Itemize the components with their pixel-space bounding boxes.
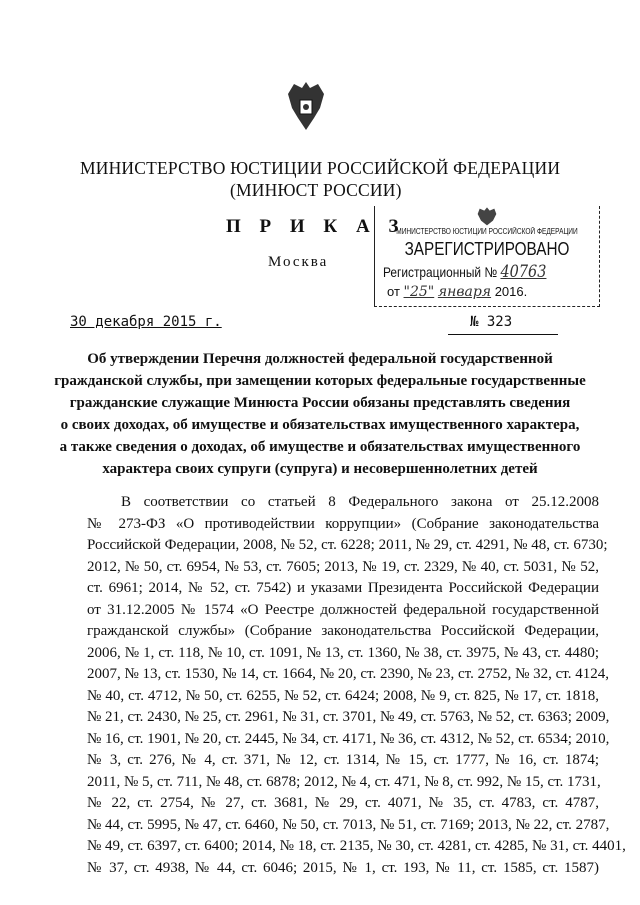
body-line: № 3, ст. 276, № 4, ст. 371, № 12, ст. 1314, № 15, ст. 1777, № 16, ст. 1874;: [87, 752, 599, 768]
registration-stamp: [374, 206, 600, 307]
body-line: 2011, № 5, ст. 711, № 48, ст. 6878; 2012, № 4, ст. 471, № 8, ст. 992, № 15, ст. 1731,: [87, 773, 601, 790]
title-line: о своих доходах, об имуществе и обязательствах имущественного характера,: [60, 417, 580, 433]
document-date: 30 декабря 2015 г.: [70, 314, 222, 330]
body-line: В соответствии со статьей 8 Федерального закона от 25.12.2008: [121, 494, 599, 510]
reg-label: Регистрационный №: [383, 264, 498, 280]
body-line: от 31.12.2005 № 1574 «О Реестре должностей федеральной государственной: [87, 601, 599, 618]
body-line: 2012, № 50, ст. 6954, № 53, ст. 7605; 2013, № 19, ст. 2329, № 40, ст. 5031, № 52,: [87, 558, 599, 575]
title-line: характера своих супруги (супруга) и несовершеннолетних детей: [102, 461, 538, 477]
ministry-short-name: (МИНЮСТ РОССИИ): [230, 180, 402, 200]
body-line: гражданской службы» (Собрание законодательства Российской Федерации,: [87, 623, 599, 639]
reg-number: 40763: [500, 262, 547, 282]
body-line: № 37, ст. 4938, № 44, ст. 6046; 2015, № 1, ст. 193, № 11, ст. 1585, ст. 1587): [87, 859, 599, 876]
ministry-name: МИНИСТЕРСТВО ЮСТИЦИИ РОССИЙСКОЙ ФЕДЕРАЦИИ: [80, 158, 561, 178]
title-line: гражданские служащие Минюста России обязаны представлять сведения: [69, 395, 571, 411]
stamp-emblem-icon: [475, 206, 499, 226]
body-line: № 40, ст. 4712, № 50, ст. 6255, № 52, ст. 6424; 2008, № 9, ст. 825, № 17, ст. 1818,: [87, 687, 599, 704]
document-type: П Р И К А З: [226, 216, 406, 237]
number-underline: [448, 334, 558, 335]
body-line: 2007, № 13, ст. 1530, № 14, ст. 1664, № 20, ст. 2390, № 23, ст. 2752, № 32, ст. 4124,: [87, 666, 609, 682]
document-number: № 323: [470, 314, 513, 330]
stamp-reg-row: [383, 262, 546, 282]
city: Москва: [268, 254, 329, 270]
body-line: ст. 6961; 2014, № 52, ст. 7542) и указами Президента Российской Федерации: [87, 580, 599, 596]
title-line: а также сведения о доходах, об имуществе и обязательствах имущественного: [59, 439, 581, 455]
title-line: Об утверждении Перечня должностей федеральной государственной: [87, 351, 553, 367]
body-line: № 16, ст. 1901, № 20, ст. 2445, № 34, ст. 4171, № 36, ст. 4312, № 52, ст. 6534; 2010,: [87, 730, 610, 747]
date-prefix: от: [387, 284, 400, 299]
body-line: 2006, № 1, ст. 118, № 10, ст. 1091, № 13, ст. 1360, № 38, ст. 3975, № 43, ст. 4480;: [87, 644, 599, 661]
document-title: [30, 348, 610, 480]
document-body: [87, 492, 626, 879]
reg-day: "25": [403, 284, 435, 300]
reg-month: января: [437, 284, 492, 300]
body-line: № 21, ст. 2430, № 25, ст. 2961, № 31, ст. 3701, № 49, ст. 5763, № 52, ст. 6363; 2009,: [87, 709, 610, 725]
body-line: № 273-ФЗ «О противодействии коррупции» (Собрание законодательства: [87, 515, 599, 532]
body-line: № 44, ст. 5995, № 47, ст. 6460, № 50, ст. 7013, № 51, ст. 7169; 2013, № 22, ст. 2787,: [87, 816, 610, 833]
body-line: Российской Федерации, 2008, № 52, ст. 6228; 2011, № 29, ст. 4291, № 48, ст. 6730;: [87, 537, 608, 553]
stamp-date-row: [387, 284, 527, 300]
body-line: № 49, ст. 6397, ст. 6400; 2014, № 18, ст. 2135, № 30, ст. 4281, ст. 4285, № 31, ст. 4401,: [87, 838, 626, 854]
coat-of-arms-emblem: [284, 78, 328, 134]
stamp-status: ЗАРЕГИСТРИРОВАНО: [404, 239, 570, 259]
title-line: гражданской службы, при замещении которых федеральные государственные: [54, 373, 586, 389]
reg-year: 2016.: [494, 284, 528, 299]
body-line: № 22, ст. 2754, № 27, ст. 3681, № 29, ст. 4071, № 35, ст. 4783, ст. 4787,: [87, 795, 599, 811]
stamp-org: МИНИСТЕРСТВО ЮСТИЦИИ РОССИЙСКОЙ ФЕДЕРАЦИИ: [396, 227, 578, 236]
